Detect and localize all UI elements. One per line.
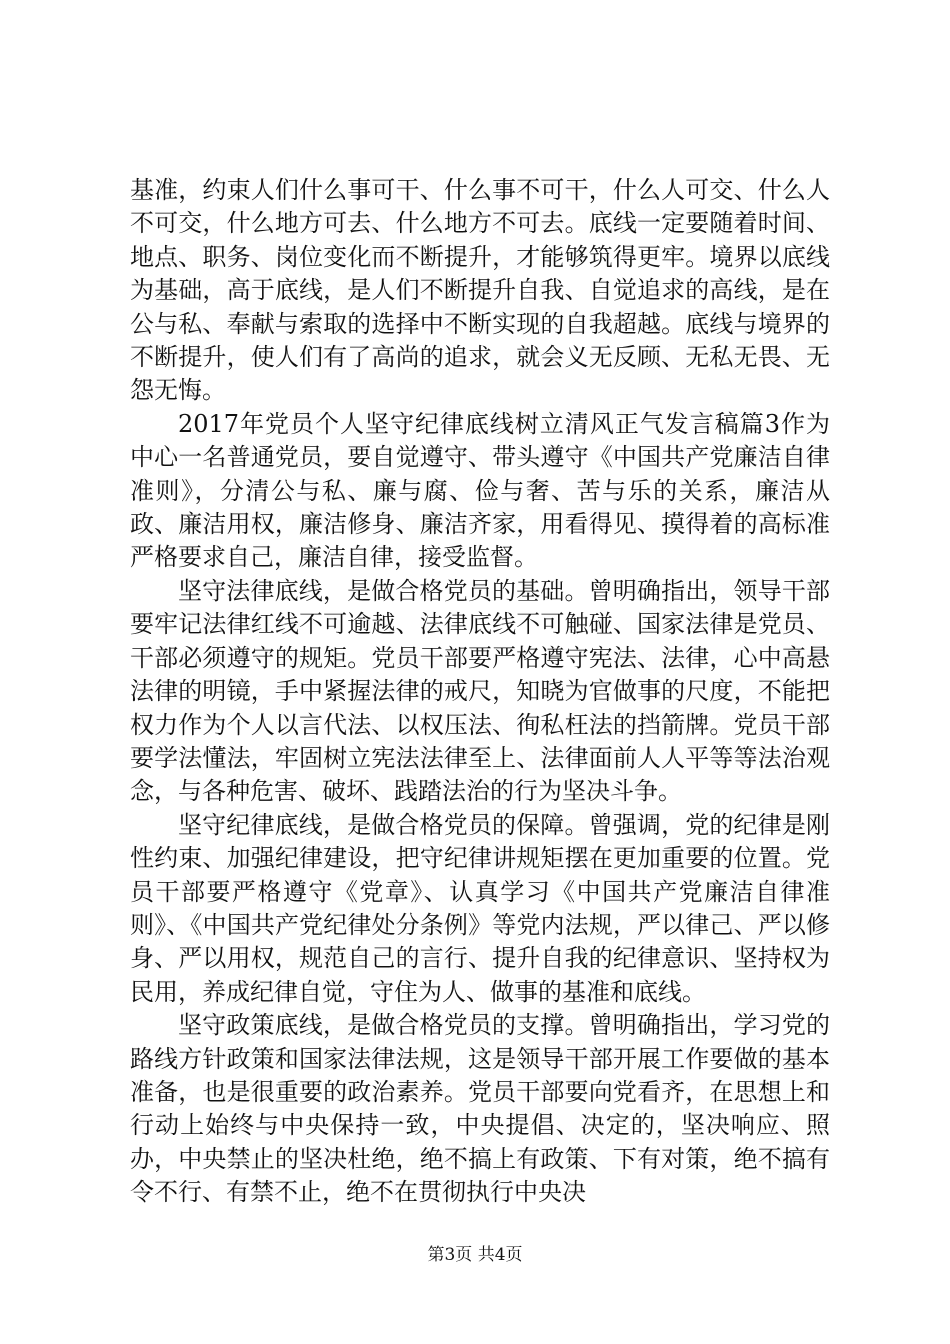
paragraph-4: 坚守纪律底线，是做合格党员的保障。曾强调，党的纪律是刚性约束、加强纪律建设，把守纪律讲规矩摆在更加重要的位置。党员干部要严格遵守《党章》、认真学习《中国共产党廉洁自律准则》、《中国共产党纪律处分条例》等党内法规，严以律己、严以修身、严以用权，规范自己的言行、提升自我的纪律意识、坚持权为民用，养成纪律自觉，守住为人、做事的基准和底线。: [130, 810, 830, 1006]
paragraph-2: 2017年党员个人坚守纪律底线树立清风正气发言稿篇3作为中心一名普通党员，要自觉遵守、带头遵守《中国共产党廉洁自律准则》，分清公与私、廉与腐、俭与奢、苦与乐的关系，廉洁从政、廉洁用权，廉洁修身、廉洁齐家，用看得见、摸得着的高标准严格要求自己，廉洁自律，接受监督。: [130, 409, 830, 572]
document-body: [130, 174, 830, 1210]
paragraph-5: 坚守政策底线，是做合格党员的支撑。曾明确指出，学习党的路线方针政策和国家法律法规，这是领导干部开展工作要做的基本准备，也是很重要的政治素养。党员干部要向党看齐，在思想上和行动上始终与中央保持一致，中央提倡、决定的，坚决响应、照办，中央禁止的坚决杜绝，绝不搞上有政策、下有对策，绝不搞有令不行、有禁不止，绝不在贯彻执行中央决: [130, 1011, 830, 1207]
paragraph-1: 基准，约束人们什么事可干、什么事不可干，什么人可交、什么人不可交，什么地方可去、什么地方不可去。底线一定要随着时间、地点、职务、岗位变化而不断提升，才能够筑得更牢。境界以底线为基础，高于底线，是人们不断提升自我、自觉追求的高线，是在公与私、奉献与索取的选择中不断实现的自我超越。底线与境界的不断提升，使人们有了高尚的追求，就会义无反顾、无私无畏、无怨无悔。: [130, 176, 830, 405]
paragraph-3: 坚守法律底线，是做合格党员的基础。曾明确指出，领导干部要牢记法律红线不可逾越、法律底线不可触碰、国家法律是党员、干部必须遵守的规矩。党员干部要严格遵守宪法、法律，心中高悬法律的明镜，手中紧握法律的戒尺，知晓为官做事的尺度，不能把权力作为个人以言代法、以权压法、徇私枉法的挡箭牌。党员干部要学法懂法，牢固树立宪法法律至上、法律面前人人平等等法治观念，与各种危害、破坏、践踏法治的行为坚决斗争。: [130, 576, 830, 806]
page-number-footer: 第3页 共4页: [427, 1245, 523, 1265]
